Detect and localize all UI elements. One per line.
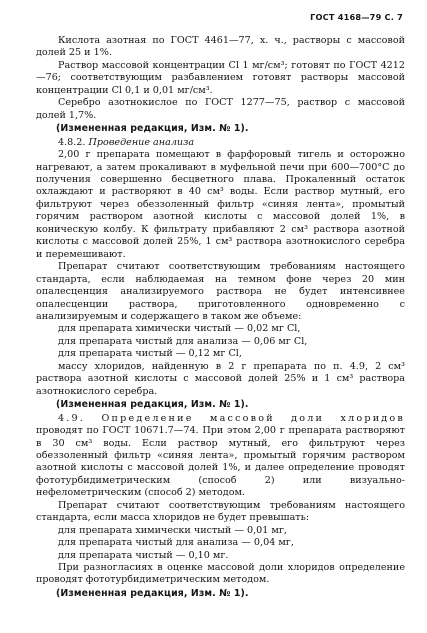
section-4-9-paragraph: [36, 413, 405, 500]
section-title: 4.9. Определение массовой доли хлоридов: [58, 412, 405, 424]
reagent-chloride-solution: Раствор массовой концентрации Cl 1 мг/см³; готовят по ГОСТ 4212—76; соответствующим разбавлением готовят растворы массовой концентрации Cl 0,1 и 0,01 мг/см³.: [36, 59, 405, 96]
list-item: для препарата химически чистый — 0,01 мг,: [58, 524, 287, 536]
revision-note-2: (Измененная редакция, Изм. № 1).: [56, 399, 249, 411]
reagent-silver-nitrate: Серебро азотнокислое по ГОСТ 1277—75, раствор с массовой долей 1,7%.: [36, 97, 405, 121]
dispute-method-paragraph: При разногласиях в оценке массовой доли хлоридов определение проводят фототурбидиметрическим методом.: [36, 562, 405, 586]
acceptance-criteria-paragraph-2: Препарат считают соответствующим требованиям настоящего стандарта, если масса хлоридов не будет превышать:: [36, 499, 405, 524]
section-number: 4.8.2.: [58, 136, 86, 148]
reagent-nitric-acid: Кислота азотная по ГОСТ 4461—77, х. ч., растворы с массовой долей 25 и 1%.: [36, 35, 405, 59]
list-item: для препарата чистый для анализа — 0,04 мг,: [58, 537, 294, 549]
chloride-mass-paragraph: массу хлоридов, найденную в 2 г препарата по п. 4.9, 2 см³ раствора азотной кислоты с массовой долей 25% и 1 см³ раствора азотнокислого серебра.: [36, 360, 405, 397]
revision-note-1: (Измененная редакция, Изм. № 1).: [56, 123, 249, 135]
section-title: Проведение анализа: [88, 136, 195, 148]
revision-note-3: (Измененная редакция, Изм. № 1).: [56, 587, 249, 599]
list-item: для препарата химически чистый — 0,02 мг Cl,: [58, 323, 301, 335]
analysis-procedure-paragraph: 2,00 г препарата помещают в фарфоровый тигель и осторожно нагревают, а затем прокаливают в муфельной печи при 600—700°C до получения совершенно бесцветного плава. Прокаленный остаток охлаждают и растворяют в 40 см³ воды. Если раствор мутный, его фильтруют через обеззоленный фильтр «синяя лента», промытый горячим раствором азотной кислоты с массовой долей 1%, в коническую колбу. К фильтрату прибавляют 2 см³ раствора азотной кислоты с массовой долей 25%, 1 см³ раствора азотнокислого серебра и перемешивают.: [36, 149, 405, 260]
section-4-8-2-heading: [36, 137, 405, 149]
section-text: проводят по ГОСТ 10671.7—74. При этом 2,00 г препарата растворяют в 30 см³ воды. Если раствор мутный, его фильтруют через обеззоленный фильтр «синяя лента», промытый горячим раствором азотной кислоты с массовой долей 1%, и далее определение проводят фототурбидиметрическим (способ 2) или визуально-нефелометрическим (способ 2) методом.: [36, 425, 405, 499]
list-item: для препарата чистый — 0,12 мг Cl,: [58, 348, 242, 360]
list-item: для препарата чистый для анализа — 0,06 мг Cl,: [58, 335, 308, 347]
page-header: ГОСТ 4168—79 С. 7: [310, 12, 403, 22]
list-item: для препарата чистый — 0,10 мг.: [58, 549, 229, 561]
acceptance-criteria-paragraph: Препарат считают соответствующим требованиям настоящего стандарта, если наблюдаемая на темном фоне через 20 мин опалесценция анализируемого раствора не будет интенсивнее опалесценции раствора, приготовленного одновременно с анализируемым и содержащего в таком же объеме:: [36, 261, 405, 322]
